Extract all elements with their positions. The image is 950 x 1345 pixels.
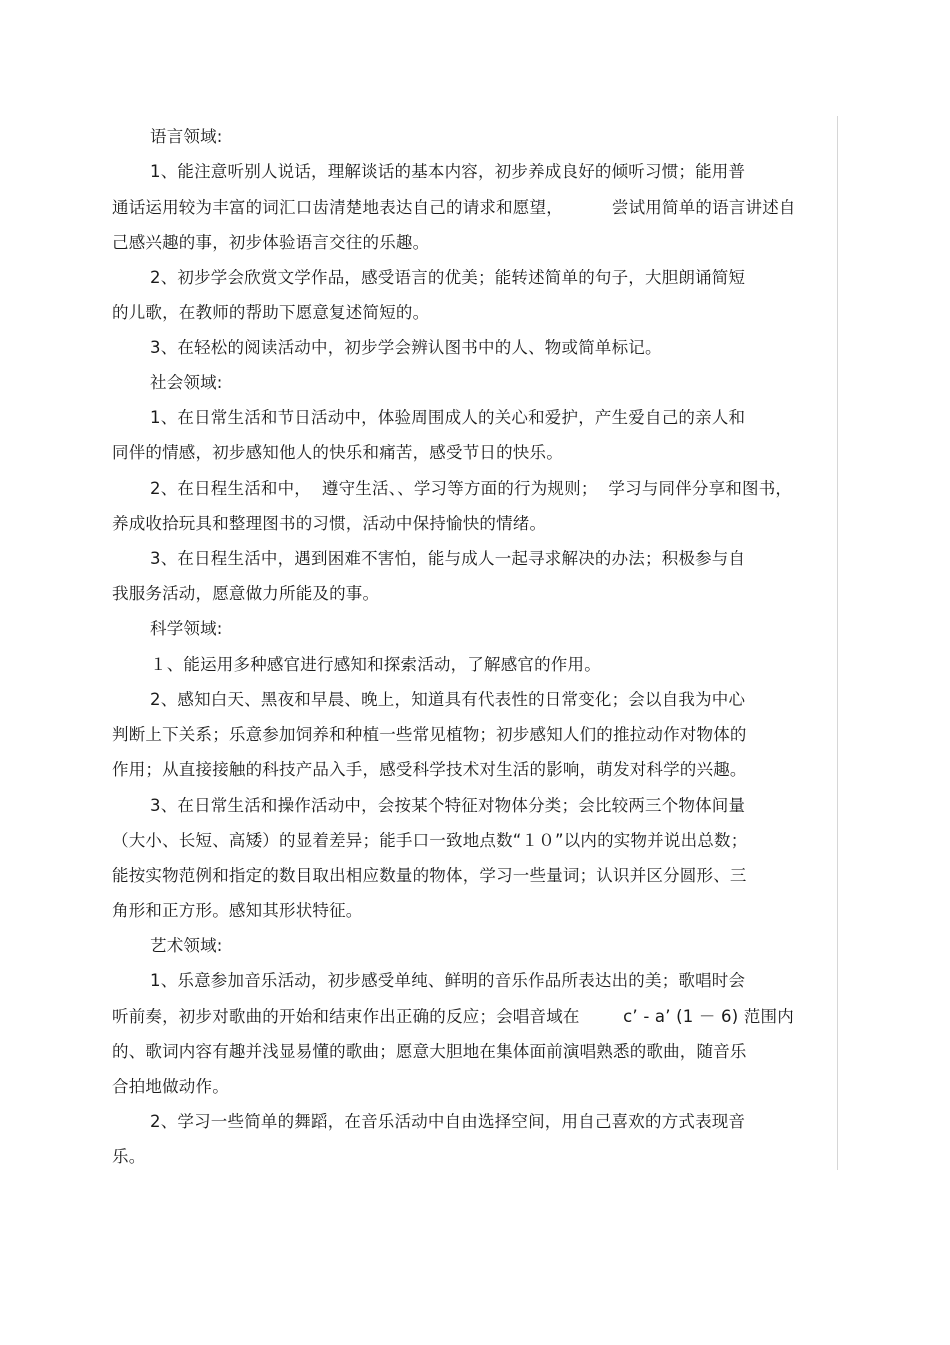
- heading-social: 社会领域:: [150, 373, 223, 392]
- heading-language: 语言领域:: [150, 127, 223, 146]
- text-line: 3、在日程生活中，遇到困难不害怕，能与成人一起寻求解决的办法；积极参与自: [150, 549, 746, 568]
- text-line: 合拍地做动作。: [112, 1077, 229, 1096]
- text-line: 3、在轻松的阅读活动中，初步学会辨认图书中的人、物或简单标记。: [150, 338, 662, 357]
- text-line: 的儿歌，在教师的帮助下愿意复述简短的。: [112, 303, 430, 322]
- text-line: 能按实物范例和指定的数目取出相应数量的物体，学习一些量词；认识并区分圆形、三: [112, 866, 747, 885]
- text-line: 1、能注意听别人说话，理解谈话的基本内容，初步养成良好的倾听习惯；能用普: [150, 162, 746, 181]
- text-line: 乐。: [112, 1147, 146, 1166]
- text-line: 2、感知白天、黑夜和早晨、晚上，知道具有代表性的日常变化；会以自我为中心: [150, 690, 746, 709]
- text-line: １、能运用多种感官进行感知和探索活动，了解感官的作用。: [150, 655, 601, 674]
- text-line: 的、歌词内容有趣并浅显易懂的歌曲；愿意大胆地在集体面前演唱熟悉的歌曲，随音乐: [112, 1042, 747, 1061]
- text-line: 作用；从直接接触的科技产品入手，感受科学技术对生活的影响，萌发对科学的兴趣。: [112, 760, 747, 779]
- text-line: 养成收拾玩具和整理图书的习惯，活动中保持愉快的情绪。: [112, 514, 547, 533]
- text-line: 2、在日程生活和中， 遵守生活、、学习等方面的行为规则； 学习与同伴分享和图书，: [150, 479, 793, 498]
- text-line: 角形和正方形。感知其形状特征。: [112, 901, 363, 920]
- text-line: 2、初步学会欣赏文学作品，感受语言的优美；能转述简单的句子，大胆朗诵简短: [150, 268, 746, 287]
- page-margin-line: [837, 116, 838, 1170]
- text-line: 己感兴趣的事，初步体验语言交往的乐趣。: [112, 233, 430, 252]
- text-line: 听前奏，初步对歌曲的开始和结束作出正确的反应；会唱音域在 c’ - a’ (1 － 6) 范围内: [112, 1007, 794, 1026]
- heading-art: 艺术领域:: [150, 936, 223, 955]
- heading-science: 科学领域:: [150, 619, 223, 638]
- text-line: 1、在日常生活和节日活动中，体验周围成人的关心和爱护，产生爱自己的亲人和: [150, 408, 746, 427]
- text-line: 通话运用较为丰富的词汇口齿清楚地表达自己的请求和愿望， 尝试用简单的语言讲述自: [112, 198, 796, 217]
- text-line: 3、在日常生活和操作活动中，会按某个特征对物体分类；会比较两三个物体间量: [150, 796, 746, 815]
- text-line: 1、乐意参加音乐活动，初步感受单纯、鲜明的音乐作品所表达出的美；歌唱时会: [150, 971, 746, 990]
- text-line: 同伴的情感，初步感知他人的快乐和痛苦，感受节日的快乐。: [112, 443, 563, 462]
- text-line: 我服务活动，愿意做力所能及的事。: [112, 584, 380, 603]
- text-line: 2、学习一些简单的舞蹈，在音乐活动中自由选择空间，用自己喜欢的方式表现音: [150, 1112, 746, 1131]
- text-line: 判断上下关系；乐意参加饲养和种植一些常见植物；初步感知人们的推拉动作对物体的: [112, 725, 747, 744]
- text-line: （大小、长短、高矮）的显着差异；能手口一致地点数“１０”以内的实物并说出总数；: [112, 831, 748, 850]
